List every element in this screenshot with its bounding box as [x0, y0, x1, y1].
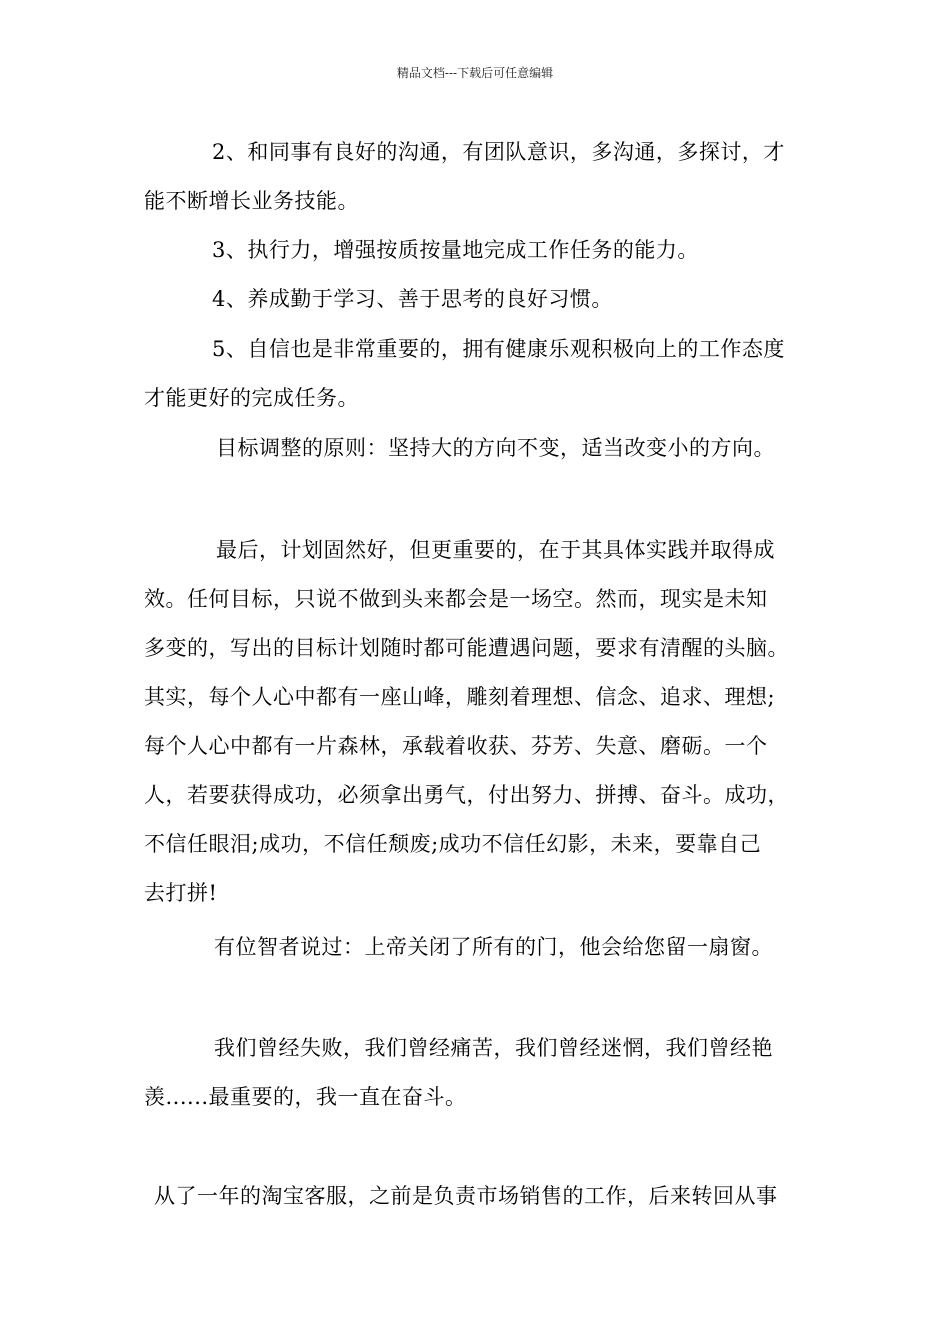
text-line: 5、自信也是非常重要的，拥有健康乐观积极向上的工作态度: [212, 337, 785, 361]
paragraph-wise-quote: [144, 923, 834, 972]
text-line: 目标调整的原则：坚持大的方向不变，适当改变小的方向。: [216, 436, 775, 460]
paragraph-habits: [144, 275, 834, 324]
text-line: 每个人心中都有一片森林，承载着收获、芬芳、失意、磨砺。一个: [144, 734, 768, 758]
paragraph-execution: [144, 226, 834, 275]
text-line: 有位智者说过：上帝关闭了所有的门，他会给您留一扇窗。: [214, 935, 773, 959]
text-line: 去打拼!: [144, 881, 218, 905]
text-line: 2、和同事有良好的沟通，有团队意识，多沟通，多探讨，才: [212, 140, 785, 164]
text-line: 多变的，写出的目标计划随时都可能遭遇问题，要求有清醒的头脑。: [144, 636, 789, 660]
text-line: 从了一年的淘宝客服，之前是负责市场销售的工作，后来转回从事: [154, 1184, 778, 1208]
text-line: 其实，每个人心中都有一座山峰，雕刻着理想、信念、追求、理想;: [144, 685, 776, 709]
page-header: 精品文档---下载后可任意编辑: [396, 66, 554, 80]
text-line: 效。任何目标，只说不做到头来都会是一场空。然而，现实是未知: [144, 587, 768, 611]
text-line: 4、养成勤于学习、善于思考的良好习惯。: [212, 287, 613, 311]
paragraph-struggle: [144, 1024, 834, 1122]
text-line: 不信任眼泪;成功，不信任颓废;成功不信任幻影，未来，要靠自己: [144, 832, 762, 856]
paragraph-taobao-service: [144, 1172, 834, 1221]
paragraph-adjustment-principle: [144, 424, 834, 473]
text-line: 能不断增长业务技能。: [144, 189, 359, 213]
text-line: 人，若要获得成功，必须拿出勇气，付出努力、拼搏、奋斗。成功，: [144, 783, 789, 807]
text-line: 我们曾经失败，我们曾经痛苦，我们曾经迷惘，我们曾经艳: [214, 1036, 773, 1060]
paragraph-confidence: [144, 325, 834, 423]
text-line: 最后，计划固然好，但更重要的，在于其具体实践并取得成: [216, 538, 775, 562]
text-line: 羡......最重要的，我一直在奋斗。: [144, 1085, 467, 1109]
text-line: 才能更好的完成任务。: [144, 386, 359, 410]
paragraph-conclusion: [144, 526, 834, 918]
text-line: 3、执行力，增强按质按量地完成工作任务的能力。: [212, 238, 699, 262]
paragraph-communication: [144, 128, 834, 226]
